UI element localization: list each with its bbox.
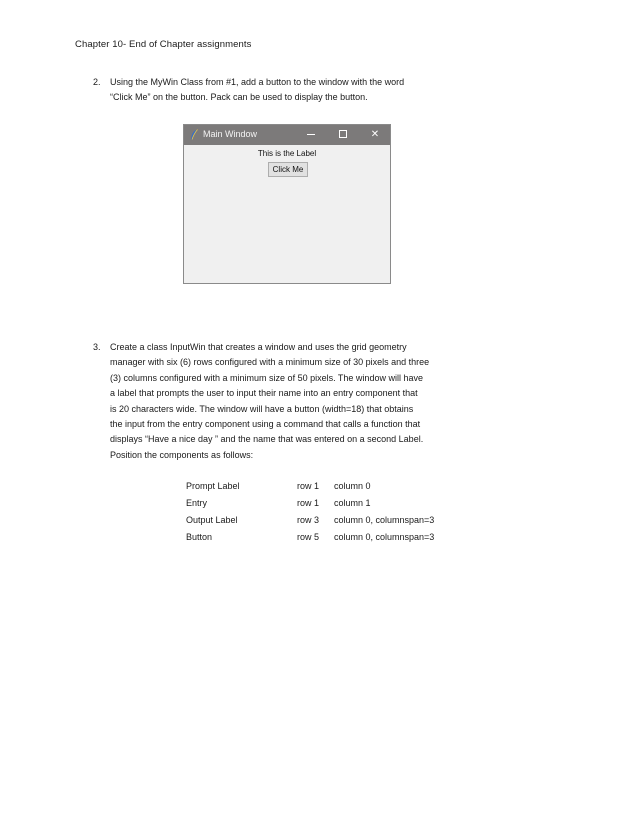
table-row	[186, 512, 486, 529]
click-me-button[interactable]: Click Me	[268, 162, 308, 177]
page-title: Chapter 10- End of Chapter assignments	[75, 39, 252, 50]
minimize-icon	[307, 134, 315, 135]
window-title: Main Window	[203, 129, 258, 139]
maximize-button[interactable]	[328, 125, 358, 145]
assignment-item-3	[93, 340, 513, 470]
item-line: Create a class InputWin that creates a window and uses the grid geometry	[110, 342, 407, 352]
item-line: (3) columns configured with a minimum size of 50 pixels. The window will have	[110, 372, 423, 383]
item-line: is 20 characters wide. The window will have a button (width=18) that obtains	[110, 403, 414, 414]
component-name: Entry	[186, 498, 208, 508]
component-position-table	[186, 478, 486, 546]
component-row: row 5	[297, 532, 320, 542]
close-icon: ✕	[370, 129, 380, 140]
item-text	[110, 340, 429, 463]
component-column: column 0, columnspan=3	[334, 532, 435, 542]
main-window-screenshot	[183, 124, 391, 284]
component-column: column 0, columnspan=3	[334, 515, 435, 525]
component-column: column 0	[334, 481, 371, 491]
item-number: 2.	[93, 77, 101, 87]
item-text	[110, 75, 404, 106]
close-button[interactable]	[360, 125, 390, 145]
component-name: Button	[186, 532, 213, 542]
window-titlebar	[184, 125, 390, 145]
item-number: 3.	[93, 342, 101, 352]
item-line: a label that prompts the user to input their name into an entry component that	[110, 388, 418, 399]
window-label: This is the Label	[257, 149, 317, 158]
item-line: the input from the entry component using a command that calls a function that	[110, 419, 421, 430]
table-row	[186, 478, 486, 495]
component-name: Output Label	[186, 515, 238, 525]
maximize-icon	[339, 130, 347, 138]
assignment-item-2	[93, 75, 513, 107]
component-row: row 1	[297, 481, 320, 491]
item-line: manager with six (6) rows configured with a minimum size of 30 pixels and three	[110, 357, 430, 368]
feather-icon	[190, 129, 199, 140]
item-line: displays “Have a nice day ” and the name that was entered on a second Label.	[110, 434, 424, 445]
table-row	[186, 529, 486, 546]
item-line: Using the MyWin Class from #1, add a button to the window with the word	[110, 77, 405, 87]
component-column: column 1	[334, 498, 371, 508]
component-name: Prompt Label	[186, 481, 240, 491]
item-line: Position the components as follows:	[110, 449, 254, 460]
minimize-button[interactable]	[296, 125, 326, 145]
component-row: row 3	[297, 515, 320, 525]
table-row	[186, 495, 486, 512]
component-row: row 1	[297, 498, 320, 508]
item-line: “Click Me” on the button. Pack can be used to display the button.	[110, 92, 368, 103]
